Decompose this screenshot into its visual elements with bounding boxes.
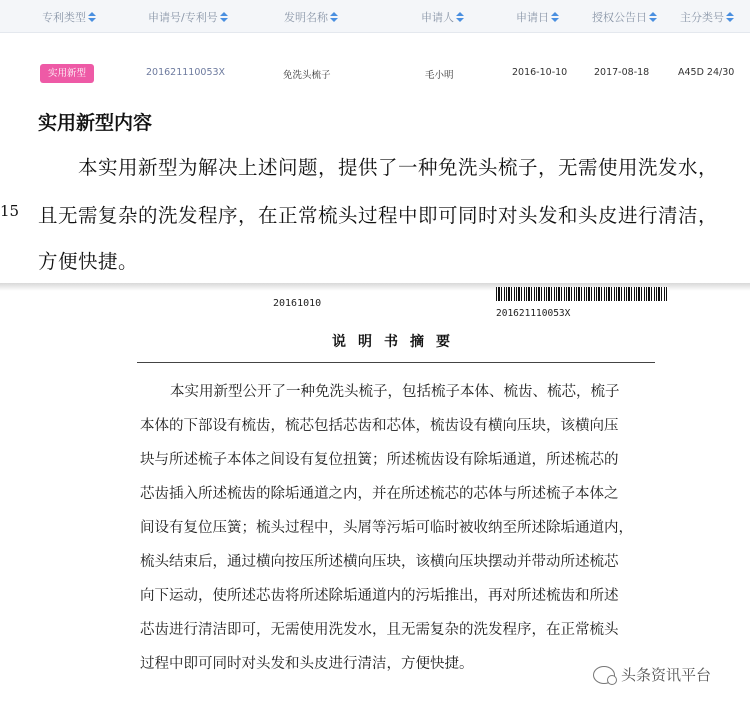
column-header-filing-date[interactable] [516,9,559,25]
column-header-label: 申请人 [421,11,454,24]
document-date: 20161010 [273,298,322,309]
invention-title-link[interactable]: 免洗头梳子 [283,70,331,81]
column-header-label: 申请号/专利号 [148,11,218,24]
sort-icon[interactable] [649,12,657,25]
patent-type-badge: 实用新型 [40,64,94,83]
title-rule [137,362,655,363]
sort-icon[interactable] [330,12,338,25]
barcode-number: 201621110053X [496,308,571,319]
sort-icon[interactable] [456,12,464,25]
column-header-label: 主分类号 [680,11,724,24]
watermark-text: 头条资讯平台 [621,666,712,684]
watermark [593,664,711,685]
column-header-grant-date[interactable] [592,9,657,25]
section-heading: 实用新型内容 [38,112,153,134]
abstract-line: 间设有复位压簧；梳头过程中，头屑等污垢可临时被收纳至所述除垢通道内， [140,520,633,536]
table-row[interactable] [0,33,750,105]
main-class-cell: A45D 24/30 [678,67,735,78]
abstract-line: 块与所述梳子本体之间设有复位扭簧；所述梳齿设有除垢通道，所述梳芯的 [140,452,619,468]
column-header-main-class[interactable] [680,9,734,25]
applicant-cell: 毛小明 [425,70,454,81]
abstract-line: 本体的下部设有梳齿，梳芯包括芯齿和芯体，梳齿设有横向压块，该横向压 [140,418,619,434]
abstract-line: 本实用新型公开了一种免洗头梳子，包括梳子本体、梳齿、梳芯，梳子 [170,384,620,400]
filing-date-cell: 2016-10-10 [512,67,568,78]
results-table-header [0,0,750,33]
content-line: 且无需复杂的洗发程序，在正常梳头过程中即可同时对头发和头皮进行清洁， [38,204,719,227]
column-header-label: 申请日 [516,11,549,24]
column-header-patent-type[interactable] [42,9,96,25]
column-header-label: 授权公告日 [592,11,647,24]
application-number-link[interactable]: 201621110053X [146,67,226,78]
abstract-line: 向下运动，使所述芯齿将所述除垢通道内的污垢推出，再对所述梳齿和所述 [140,588,619,604]
column-header-application-no[interactable] [148,9,228,25]
abstract-line: 芯齿进行清洁即可，无需使用洗发水，且无需复杂的洗发程序，在正常梳头 [140,622,619,638]
column-header-label: 发明名称 [284,11,328,24]
abstract-line: 过程中即可同时对头发和头皮进行清洁，方便快捷。 [140,656,474,672]
abstract-title: 说明书摘要 [332,334,462,350]
sort-icon[interactable] [88,12,96,25]
column-header-applicant[interactable] [421,9,464,25]
sort-icon[interactable] [220,12,228,25]
abstract-line: 芯齿插入所述梳齿的除垢通道之内，并在所述梳芯的芯体与所述梳子本体之 [140,486,619,502]
sort-icon[interactable] [726,12,734,25]
abstract-line: 梳头结束后，通过横向按压所述横向压块，该横向压块摆动并带动所述梳芯 [140,554,619,570]
column-header-label: 专利类型 [42,11,86,24]
sort-icon[interactable] [551,12,559,25]
line-number: 15 [0,202,20,220]
column-header-title[interactable] [284,9,338,25]
content-line: 方便快捷。 [38,250,139,273]
grant-date-cell: 2017-08-18 [594,67,650,78]
content-line: 本实用新型为解决上述问题，提供了一种免洗头梳子，无需使用洗发水， [78,156,719,179]
chat-bubbles-icon [593,666,615,684]
barcode-image [496,287,668,301]
